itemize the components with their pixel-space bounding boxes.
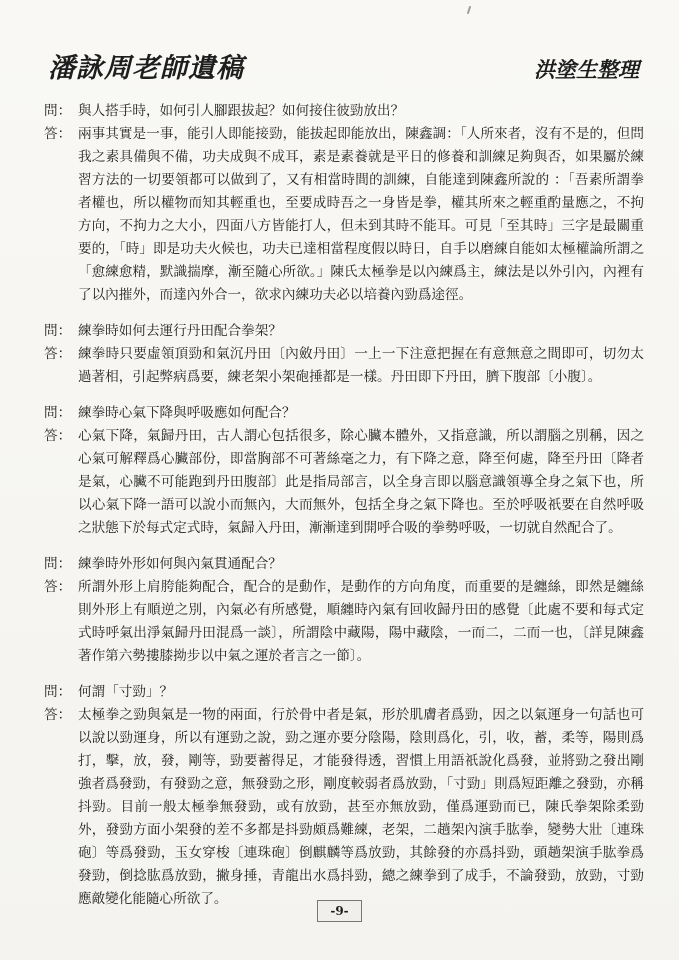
question-row: [44, 320, 644, 343]
answer-text: 兩事其實是一事，能引人即能接勁，能拔起即能放出，陳鑫調：「人所來者，沒有不是的，但問我之素具備與不備，功夫成與不成耳，素是素養就是平日的修養和訓練足夠與否，如果屬於練習方法的一切要領都可以做到了，又有相當時間的訓練，自能達到陳鑫所說的 ：「吾素所謂拳者權也，所以權物而知其輕重也，至要成時吾之一身皆是拳，權其所來之輕重酌量應之，不拘方向，不拘力之大小，四面八方皆能打人，但未到其時不能耳。可見「至其時」三字是最關重要的，「時」即是功夫火候也，功夫已達相當程度假以時日，自手以磨練自能如太極權論所謂之「愈練愈精，默識揣摩，漸至隨心所欲。」陳氏太極拳是以內練爲主，練法是以外引內，內裡有了以內摧外，而達內外合一，欲求內練功夫必以培養內勁爲途徑。: [78, 126, 644, 303]
page-header: [48, 46, 639, 86]
answer-row: [44, 576, 644, 668]
question-row: [44, 402, 644, 425]
answer-row: [44, 425, 644, 540]
answer-row: [44, 123, 644, 307]
question-label: 問：: [44, 405, 72, 421]
answer-label: 答：: [44, 346, 72, 362]
qa-section: [44, 553, 644, 668]
question-row: [44, 100, 644, 123]
qa-section: [44, 402, 644, 540]
answer-label: 答：: [44, 707, 72, 723]
question-label: 問：: [44, 556, 72, 572]
question-row: [44, 681, 644, 704]
paper-speck: [467, 6, 471, 14]
answer-text: 練拳時只要虛領頂勁和氣沉丹田〔內斂丹田〕一上一下注意把握在有意無意之間即可，切勿太過著相，引起弊病爲要，練老架小架砲捶都是一樣。丹田即下丹田，臍下腹部〔小腹〕。: [78, 346, 644, 385]
question-text: 與人搭手時，如何引人腳跟拔起？如何接住彼勁放出？: [78, 103, 405, 119]
question-label: 問：: [44, 103, 72, 119]
answer-text: 太極拳之勁與氣是一物的兩面，行於骨中者是氣，形於肌膚者爲勁，因之以氣運身一句話也可以說以勁運身，所以有運勁之說，勁之運亦要分陰陽，陰則爲化，引，收，蓄，柔等，陽則爲打，擊，放，發，剛等，勁要蓄得足，才能發得透，習慣上用語祇說化爲發，並將勁之發出剛強者爲發勁，有發勁之意，無發勁之形，剛度較弱者爲放勁，「寸勁」則爲短距離之發勁，亦稱抖勁。目前一般太極拳無發勁，或有放勁，甚至亦無放勁，僅爲運勁而已，陳氏拳架除柔勁外，發勁方面小架發的差不多都是抖勁頗爲難練，老架，二趟架內演手肱拳，變勢大壯〔連珠砲〕等爲發勁，玉女穿梭〔連珠砲〕倒麒麟等爲放勁，其餘發的亦爲抖勁，頭趟架演手肱拳爲發勁，倒捻肱爲放勁，撇身捶，青龍出水爲抖勁，總之練拳到了成手，不論發勁，放勁，寸勁應敵變化能隨心所欲了。: [78, 707, 644, 907]
qa-section: [44, 320, 644, 389]
answer-text: 所謂外形上肩胯能夠配合，配合的是動作，是動作的方向角度，而重要的是纏絲，即然是纏絲則外形上有順逆之別，內氣必有所感覺，順纏時內氣有回收歸丹田的感覺〔此處不要和每式定式時呼氣出淨氣歸丹田混爲一談〕，所謂陰中藏陽，陽中藏陰，一而二，二而一也，〔詳見陳鑫著作第六勢摟膝拗步以中氣之運於者言之一節〕。: [78, 579, 644, 664]
qa-content: [44, 100, 644, 924]
editor-name: 洪塗生整理: [534, 57, 639, 82]
answer-text: 心氣下降，氣歸丹田，古人謂心包括很多，除心臟本體外，又指意識，所以謂腦之別稱，因之心氣可解釋爲心臟部份，即當胸部不可著絲毫之力，有下降之意，降至何處，降至丹田〔降者是氣，心臟不可能跑到丹田腹部〕此是指局部言，以全身言即以腦意識領導全身之氣下也，所以心氣下降一語可以說小而無內，大而無外，包括全身之氣下降也。至於呼吸祇要在自然呼吸之狀態下於每式定式時，氣歸入丹田，漸漸達到開呼合吸的拳勢呼吸，一切就自然配合了。: [78, 428, 644, 536]
document-title: 潘詠周老師遺稿: [48, 53, 244, 84]
qa-section: [44, 100, 644, 307]
question-label: 問：: [44, 323, 72, 339]
qa-section: [44, 681, 644, 911]
answer-row: [44, 704, 644, 911]
page-footer: [0, 900, 679, 922]
question-label: 問：: [44, 684, 72, 700]
question-text: 練拳時外形如何與內氣貫通配合？: [78, 556, 282, 572]
page-number: -9-: [317, 900, 361, 922]
answer-row: [44, 343, 644, 389]
answer-label: 答：: [44, 126, 72, 142]
question-text: 何謂「寸勁」？: [78, 684, 174, 700]
question-row: [44, 553, 644, 576]
question-text: 練拳時心氣下降與呼吸應如何配合？: [78, 405, 296, 421]
answer-label: 答：: [44, 579, 72, 595]
question-text: 練拳時如何去運行丹田配合拳架？: [78, 323, 282, 339]
answer-label: 答：: [44, 428, 72, 444]
